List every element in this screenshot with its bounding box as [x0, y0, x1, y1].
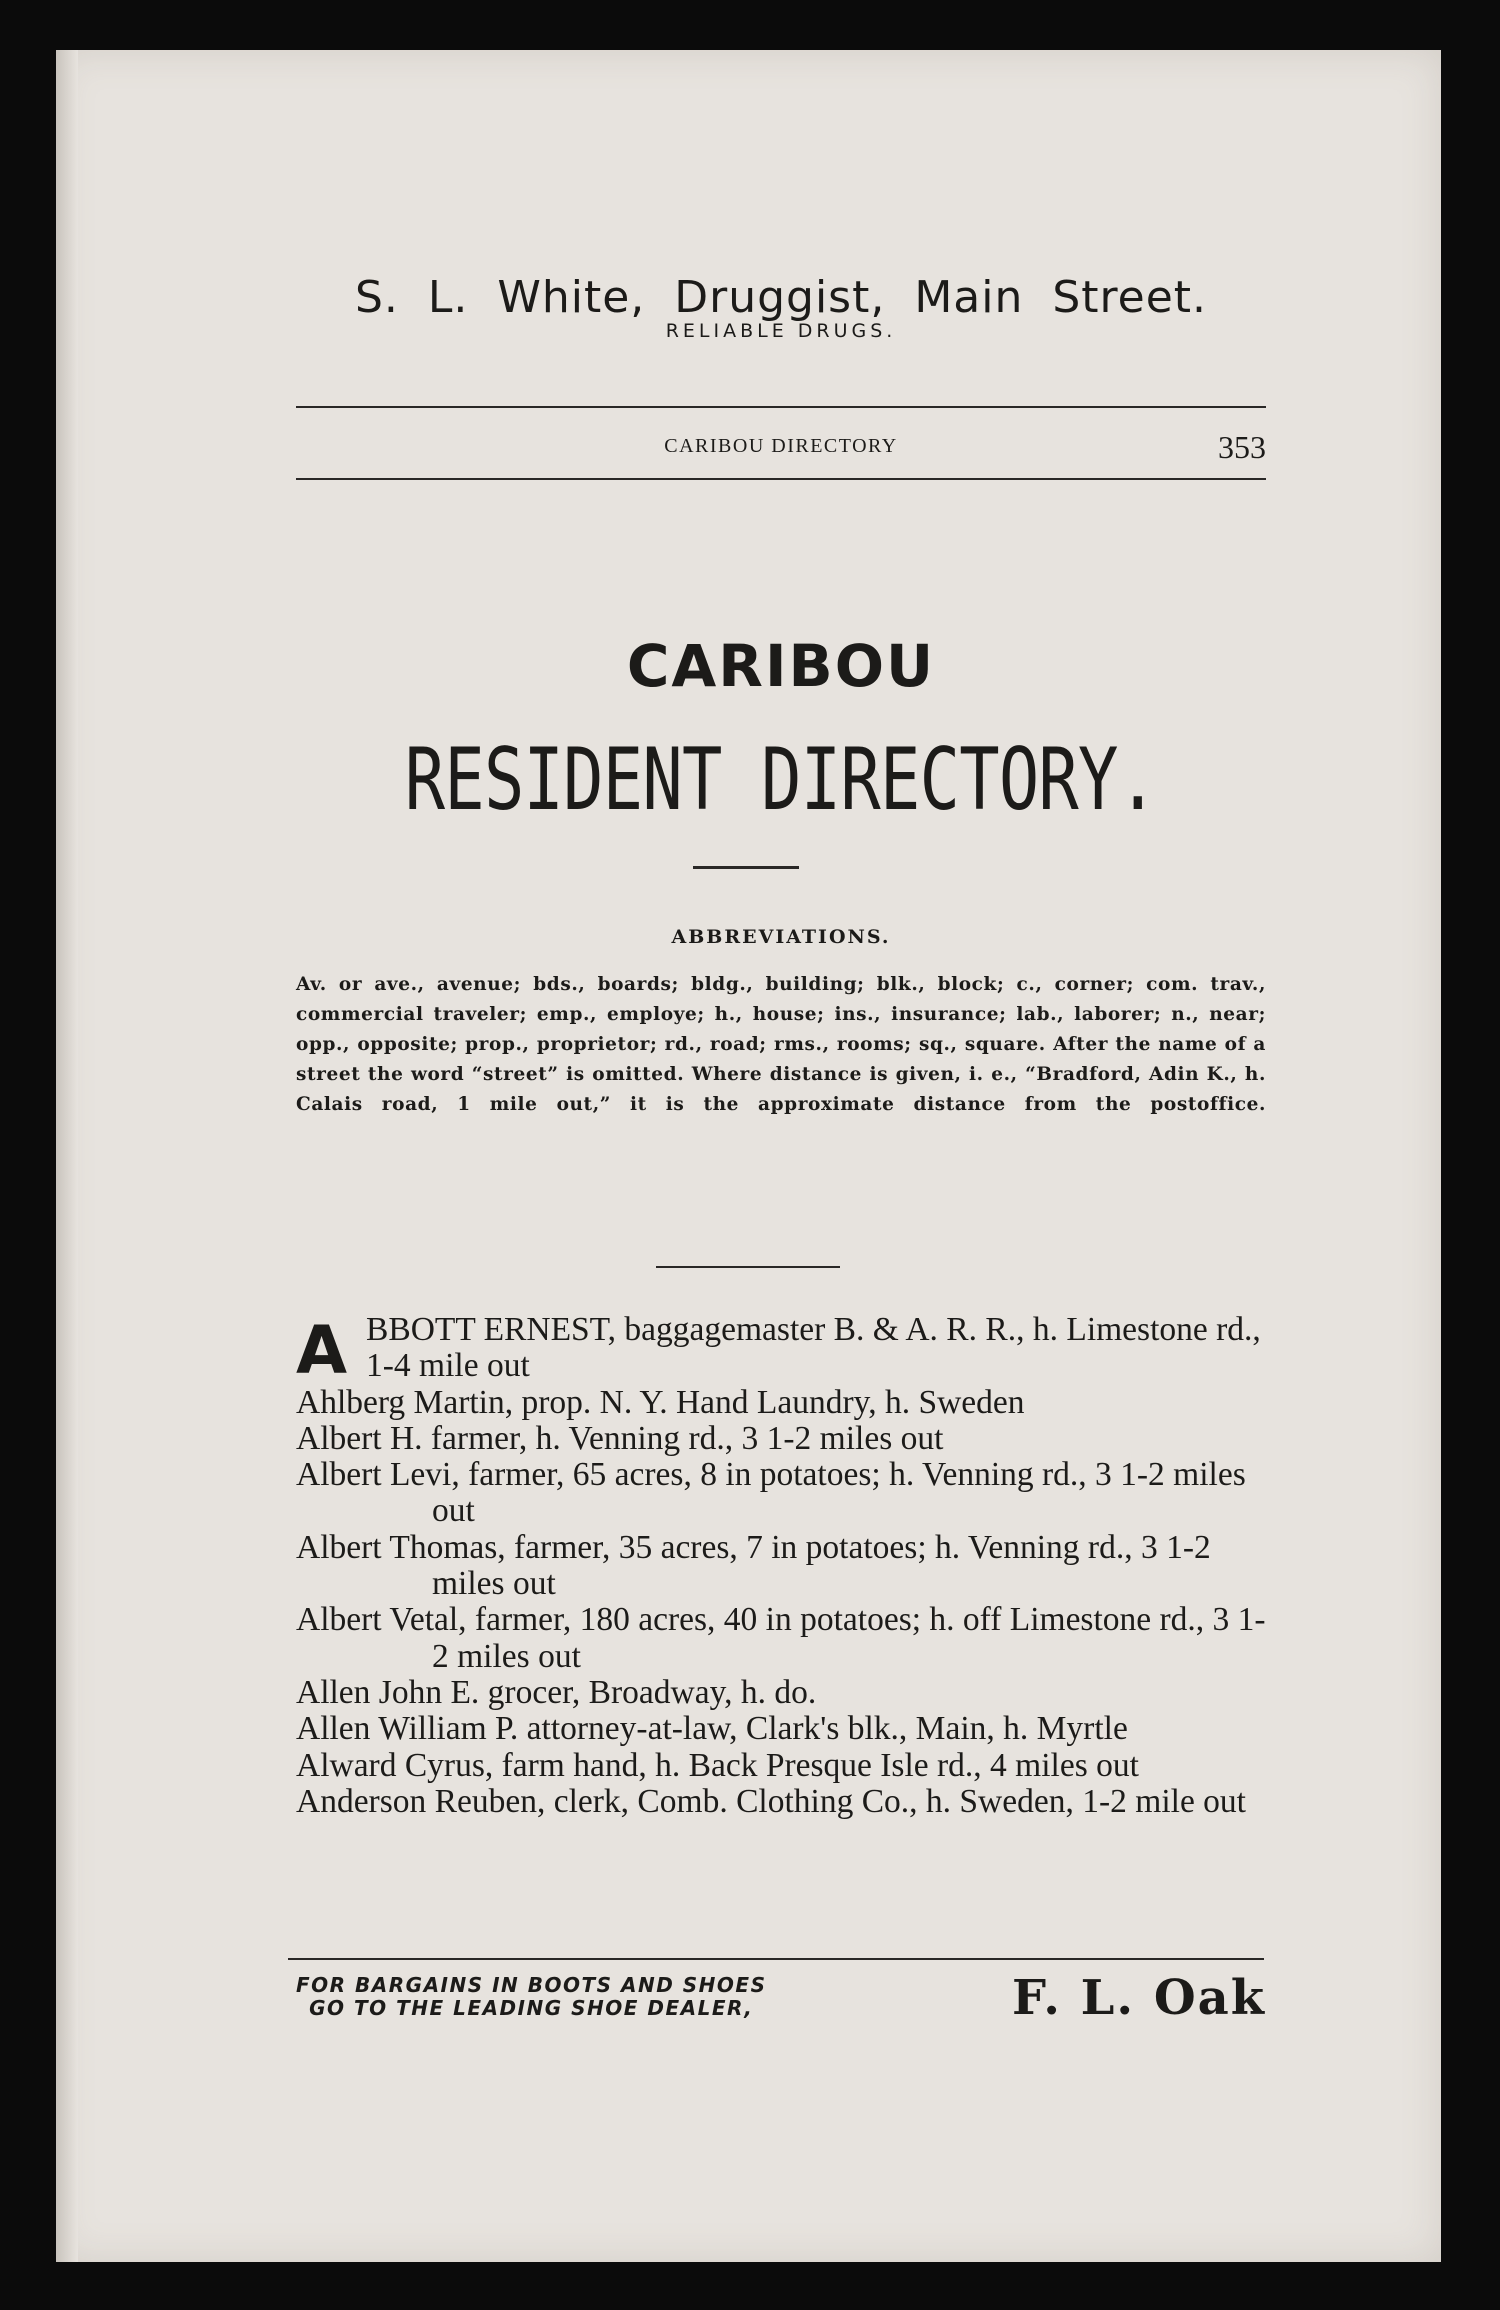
directory-entry: Allen John E. grocer, Broadway, h. do.	[296, 1673, 817, 1711]
title-divider	[693, 866, 799, 869]
entry-list	[296, 1385, 1266, 1821]
directory-entry: Albert Thomas, farmer, 35 acres, 7 in potatoes; h. Venning rd., 3 1-2 miles out	[296, 1528, 1211, 1603]
running-head-title: CARIBOU DIRECTORY	[664, 435, 898, 457]
directory-entry: Ahlberg Martin, prop. N. Y. Hand Laundry, h. Sweden	[296, 1383, 1025, 1421]
directory-page	[56, 50, 1441, 2262]
running-head-rule	[296, 478, 1266, 480]
page-number: 353	[1218, 429, 1266, 465]
bottom-ad-slogan	[296, 1974, 766, 2020]
abbreviations-heading: ABBREVIATIONS.	[671, 926, 891, 948]
first-entry-text: BBOTT ERNEST, baggagemaster B. & A. R. R., h. Limestone rd., 1-4 mile out	[366, 1311, 1261, 1385]
bottom-advertisement	[296, 1970, 1266, 2040]
directory-entry: Allen William P. attorney-at-law, Clark's blk., Main, h. Myrtle	[296, 1710, 1128, 1748]
top-ad-headline: S. L. White, Druggist, Main Street.	[354, 272, 1208, 323]
directory-entry: Anderson Reuben, clerk, Comb. Clothing Co., h. Sweden, 1-2 mile out	[296, 1782, 1246, 1820]
directory-entry: Albert Vetal, farmer, 180 acres, 40 in potatoes; h. off Limestone rd., 3 1-2 miles out	[296, 1601, 1266, 1675]
directory-entries	[296, 1312, 1266, 1820]
top-ad-rule	[296, 406, 1266, 408]
drop-cap: A	[296, 1312, 348, 1389]
directory-entry: Alward Cyrus, farm hand, h. Back Presque Isle rd., 4 miles out	[296, 1746, 1139, 1784]
top-advertisement	[296, 272, 1266, 343]
directory-title-town: CARIBOU	[626, 632, 936, 700]
page-spine-shadow	[56, 50, 78, 2262]
bottom-ad-line1: FOR BARGAINS IN BOOTS AND SHOES	[296, 1973, 767, 1997]
top-ad-tagline: RELIABLE DRUGS.	[665, 320, 897, 343]
directory-entry: Albert H. farmer, h. Venning rd., 3 1-2 miles out	[296, 1419, 944, 1457]
bottom-ad-line2: GO TO THE LEADING SHOE DEALER,	[309, 1996, 754, 2020]
section-divider	[656, 1266, 840, 1268]
abbreviations-text: Av. or ave., avenue; bds., boards; bldg., building; blk., block; c., corner; com. trav., commercial traveler; emp., employe; h., house; ins., insurance; lab., laborer; n., near; opp., opposite; prop., proprietor; rd., road; rms., rooms; sq., square. After the name of a street the word “street” is omitted. Where distance is given, i. e., “Bradford, Adin K., h. Calais road, 1 mile out,” it is the approximate distance from the postoffice.	[296, 974, 1266, 1115]
directory-entry: Albert Levi, farmer, 65 acres, 8 in potatoes; h. Venning rd., 3 1-2 miles out	[296, 1456, 1246, 1530]
directory-title-main: RESIDENT DIRECTORY.	[404, 730, 1158, 830]
bottom-ad-merchant: F. L. Oak	[1011, 1970, 1266, 2026]
directory-entry	[296, 1311, 1266, 1389]
bottom-ad-rule	[288, 1958, 1264, 1960]
running-head	[296, 429, 1266, 469]
